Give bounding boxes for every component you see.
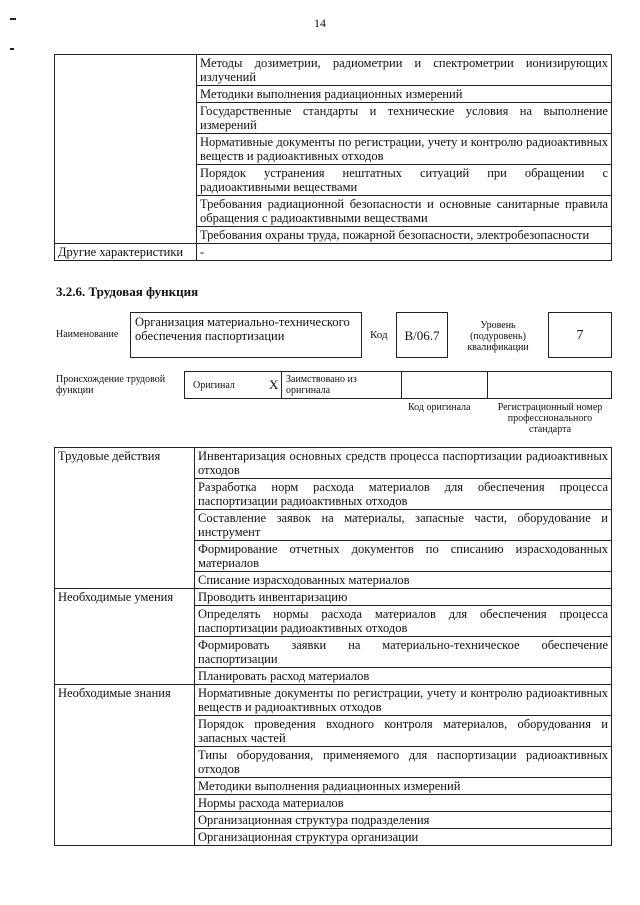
code-box [396, 312, 448, 358]
top-table-item: Методики выполнения радиационных измерений [197, 86, 612, 103]
reg-number-label: Регистрационный номер профессионального стандарта [497, 402, 603, 435]
divider [281, 372, 282, 398]
origin-label: Происхождение трудовой функции [56, 374, 166, 396]
divider [401, 372, 402, 398]
main-table-item: Порядок проведения входного контроля материалов, оборудования и запасных частей [195, 716, 612, 747]
top-table-item: Методы дозиметрии, радиометрии и спектрометрии ионизирующих излучений [197, 55, 612, 86]
main-table-item: Организационная структура организации [195, 829, 612, 846]
main-table-category-label: Необходимые знания [55, 685, 195, 846]
top-table [54, 54, 612, 261]
main-table-item: Методики выполнения радиационных измерений [195, 778, 612, 795]
main-table-item: Организационная структура подразделения [195, 812, 612, 829]
top-table-item: - [197, 244, 612, 261]
level-box [548, 312, 612, 358]
main-table-item: Формирование отчетных документов по списанию израсходованных материалов [195, 541, 612, 572]
top-table-category-label [55, 55, 197, 244]
scan-mark [10, 18, 16, 20]
level-value: 7 [576, 328, 584, 343]
name-label: Наименование [56, 329, 119, 340]
main-table-item: Нормативные документы по регистрации, учету и контролю радиоактивных веществ и радиоактивных отходов [195, 685, 612, 716]
main-table-row [55, 448, 612, 479]
main-table-item: Планировать расход материалов [195, 668, 612, 685]
top-table-category-label: Другие характеристики [55, 244, 197, 261]
level-label: Уровень (подуровень) квалификации [467, 320, 529, 353]
top-table-item: Порядок устранения нештатных ситуаций при обращении с радиоактивными веществами [197, 165, 612, 196]
main-table-row [55, 589, 612, 606]
divider [487, 372, 488, 398]
main-table-item: Определять нормы расхода материалов для обеспечения процесса паспортизации радиоактивных отходов [195, 606, 612, 637]
main-table-item: Инвентаризация основных средств процесса паспортизации радиоактивных отходов [195, 448, 612, 479]
top-table-row [55, 55, 612, 86]
scan-mark [10, 48, 14, 50]
top-table-item: Требования радиационной безопасности и основные санитарные правила обращения с радиоактивными веществами [197, 196, 612, 227]
code-original-label: Код оригинала [408, 402, 471, 413]
name-box [130, 312, 362, 358]
name-value: Организация материально-технического обеспечения паспортизации [135, 315, 350, 343]
main-table-item: Составление заявок на материалы, запасные части, оборудование и инструмент [195, 510, 612, 541]
top-table-item: Государственные стандарты и технические условия на выполнение измерений [197, 103, 612, 134]
top-table-item: Требования охраны труда, пожарной безопасности, электробезопасности [197, 227, 612, 244]
main-table-row [55, 685, 612, 716]
code-value: B/06.7 [404, 328, 440, 343]
origin-row [184, 371, 612, 399]
main-table-item: Типы оборудования, применяемого для паспортизации радиоактивных отходов [195, 747, 612, 778]
borrowed-label: Заимствовано из оригинала [286, 374, 357, 396]
main-table-item: Нормы расхода материалов [195, 795, 612, 812]
section-title: 3.2.6. Трудовая функция [56, 284, 199, 299]
original-mark: X [269, 377, 279, 392]
code-label: Код [370, 329, 388, 341]
main-table-item: Формировать заявки на материально-техническое обеспечение паспортизации [195, 637, 612, 668]
main-table-category-label: Трудовые действия [55, 448, 195, 589]
main-table-item: Проводить инвентаризацию [195, 589, 612, 606]
main-table-item: Разработка норм расхода материалов для обеспечения процесса паспортизации радиоактивных отходов [195, 479, 612, 510]
original-label: Оригинал [193, 380, 235, 391]
page-number: 14 [314, 16, 326, 30]
main-table-category-label: Необходимые умения [55, 589, 195, 685]
top-table-row [55, 244, 612, 261]
main-table [54, 447, 612, 846]
main-table-item: Списание израсходованных материалов [195, 572, 612, 589]
top-table-item: Нормативные документы по регистрации, учету и контролю радиоактивных веществ и радиоактивных отходов [197, 134, 612, 165]
